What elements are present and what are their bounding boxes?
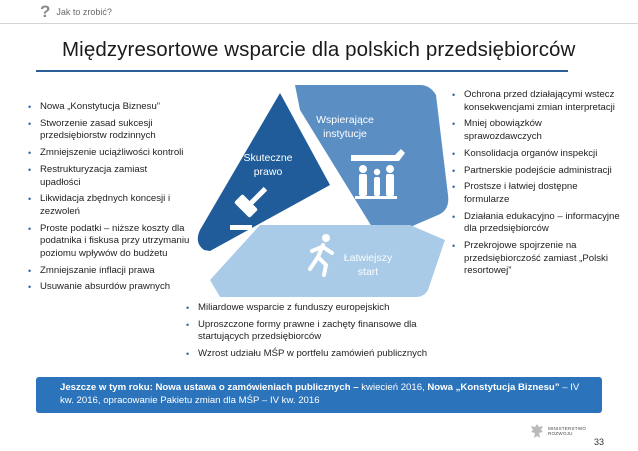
list-item: • Proste podatki – niższe koszty dla podatnika i fiskusa przy utrzymaniu poziomu wpływów do budżetu (28, 223, 190, 261)
logo-line-2: ROZWOJU (548, 431, 573, 436)
list-item: • Likwidacja zbędnych koncesji i zezwoleń (28, 193, 190, 218)
diagram-shapes (180, 75, 450, 305)
right-bullet-list (452, 89, 622, 282)
list-item: • Zmniejszenie uciążliwości kontroli (28, 147, 190, 160)
diagram-label-law: Skuteczne prawo (243, 152, 293, 178)
list-item: • Wzrost udziału MŚP w portfelu zamówień publicznych (186, 348, 448, 361)
list-item: • Działania edukacyjno – informacyjne dla przedsiębiorców (452, 211, 622, 236)
list-item: • Prostsze i łatwiej dostępne formularze (452, 181, 622, 206)
title-underline (36, 70, 568, 72)
segment-top (295, 85, 448, 240)
ministry-logo (530, 423, 586, 439)
list-item: • Nowa „Konstytucja Biznesu” (28, 101, 190, 114)
triangle-diagram (180, 75, 450, 305)
diagram-label-institutions: Wspierające instytucje (316, 114, 374, 140)
list-item: • Uproszczone formy prawne i zachęty finansowe dla startujących przedsiębiorców (186, 319, 448, 344)
list-item: • Mniej obowiązków sprawozdawczych (452, 118, 622, 143)
logo-line-1: MINISTERSTWO (548, 425, 587, 431)
eagle-emblem-icon (530, 423, 544, 439)
center-bullet-list (186, 302, 448, 365)
header-divider (0, 23, 638, 24)
list-item: • Ochrona przed działającymi wstecz konsekwencjami zmian interpretacji (452, 89, 622, 114)
list-item: • Partnerskie podejście administracji (452, 165, 622, 178)
question-icon: ? (40, 2, 51, 21)
list-item: • Konsolidacja organów inspekcji (452, 148, 622, 161)
list-item: • Restrukturyzacja zamiast upadłości (28, 164, 190, 189)
list-item: • Przekrojowe spojrzenie na przedsiębiorczość zamiast „Polski resortowej” (452, 240, 622, 278)
list-item: • Zmniejszanie inflacji prawa (28, 265, 190, 278)
list-item: • Stworzenie zasad sukcesji przedsiębiorstw rodzinnych (28, 118, 190, 143)
left-bullet-list (28, 101, 190, 298)
page-number: 33 (594, 437, 605, 447)
list-item: • Usuwanie absurdów prawnych (28, 281, 190, 294)
list-item: • Miliardowe wsparcie z funduszy europejskich (186, 302, 448, 315)
section-header (40, 3, 112, 21)
section-subtitle: Jak to zrobić? (56, 7, 112, 17)
slide-title: Międzyresortowe wsparcie dla polskich przedsiębiorców (62, 38, 576, 61)
summary-banner: Jeszcze w tym roku: Nowa ustawa o zamówieniach publicznych – kwiecień 2016, Nowa „Konstytucja Biznesu” – IV kw. 2016, opracowanie Pakietu zmian dla MŚP – IV kw. 2016 (36, 377, 602, 413)
diagram-label-start: Łatwiejszy start (343, 252, 393, 278)
